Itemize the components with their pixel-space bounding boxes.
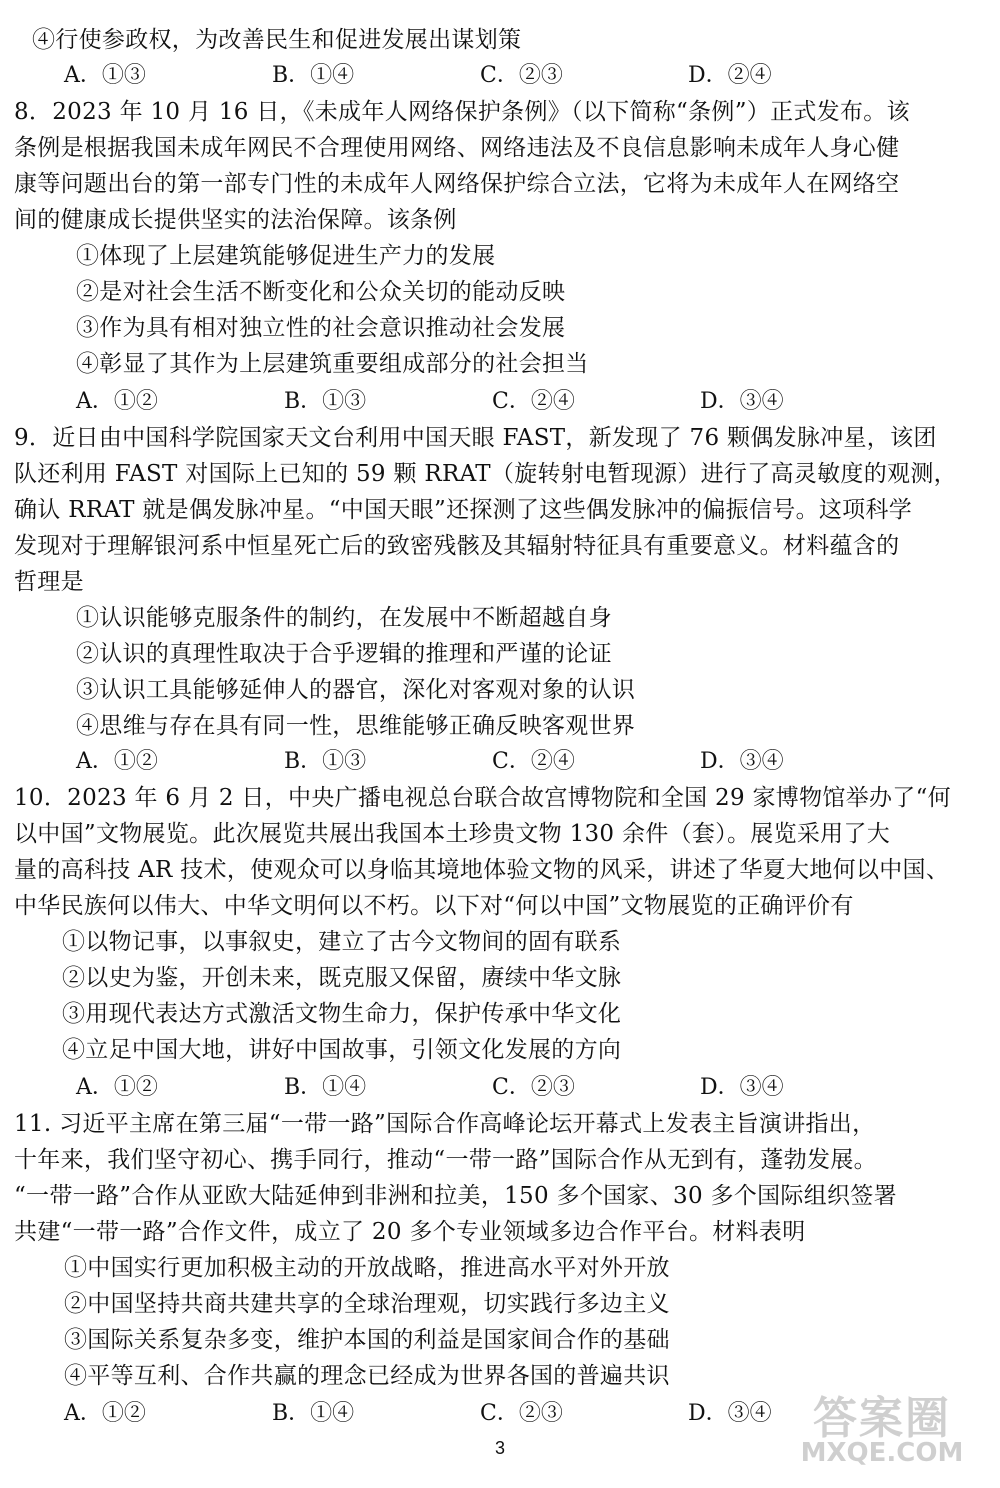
q7-option-4: ④行使参政权，为改善民生和促进发展出谋划策 [32,27,522,53]
q10-choice-b: B．①④ [284,1075,367,1100]
q8-choice-a: A．①② [76,389,158,414]
q11-choice-b: B．①④ [272,1401,355,1426]
q11-stem-line-3: “一带一路”合作从亚欧大陆延伸到非洲和拉美，150 多个国家、30 多个国际组织签署 [14,1183,897,1209]
q9-stem-line-1: 9．近日由中国科学院国家天文台利用中国天眼 FAST，新发现了 76 颗偶发脉冲星，该团 [14,425,937,451]
q9-choice-d: D．③④ [700,749,784,774]
q11-stem-line-1: 11. 习近平主席在第三届“一带一路”国际合作高峰论坛开幕式上发表主旨演讲指出， [14,1111,876,1137]
watermark-title: 答案圈 [813,1393,951,1444]
q10-choices [0,1070,1000,1106]
q11-choice-c: C．②③ [480,1401,563,1426]
q10-option-2: ②以史为鉴，开创未来，既克服又保留，赓续中华文脉 [62,965,622,991]
q7-choice-b: B．①④ [272,63,355,88]
q7-choice-a: A．①③ [64,63,146,88]
q8-option-2: ②是对社会生活不断变化和公众关切的能动反映 [76,279,566,305]
q10-choice-a: A．①② [76,1075,158,1100]
q9-choice-c: C．②④ [492,749,575,774]
q7-choices [0,58,1000,94]
q8-stem-line-4: 间的健康成长提供坚实的法治保障。该条例 [14,207,457,233]
q8-choices [0,384,1000,420]
q9-choices [0,744,1000,780]
watermark-url: MXQE.COM [800,1438,964,1468]
q10-option-3: ③用现代表达方式激活文物生命力，保护传承中华文化 [62,1001,622,1027]
q10-stem-line-2: 以中国”文物展览。此次展览共展出我国本土珍贵文物 130 余件（套）。展览采用了大 [14,821,891,847]
q11-option-4: ④平等互利、合作共赢的理念已经成为世界各国的普遍共识 [64,1363,670,1389]
q9-option-4: ④思维与存在具有同一性，思维能够正确反映客观世界 [76,713,636,739]
q7-choice-c: C．②③ [480,63,563,88]
page-number: 3 [494,1438,505,1458]
q8-stem-line-3: 康等问题出台的第一部专门性的未成年人网络保护综合立法，它将为未成年人在网络空 [14,171,900,197]
q9-choice-b: B．①③ [284,749,367,774]
q8-choice-d: D．③④ [700,389,784,414]
q10-stem-line-3: 量的高科技 AR 技术，使观众可以身临其境地体验文物的风采，讲述了华夏大地何以中国、 [14,857,950,883]
q8-option-1: ①体现了上层建筑能够促进生产力的发展 [76,243,496,269]
q9-option-3: ③认识工具能够延伸人的器官，深化对客观对象的认识 [76,677,636,703]
q11-stem-line-2: 十年来，我们坚守初心、携手同行，推动“一带一路”国际合作从无到有，蓬勃发展。 [14,1147,877,1173]
watermark-logo [782,1382,982,1474]
q8-stem-line-1: 8．2023 年 10 月 16 日，《未成年人网络保护条例》（以下简称“条例”）正式发布。该 [14,99,910,125]
q10-stem-line-4: 中华民族何以伟大、中华文明何以不朽。以下对“何以中国”文物展览的正确评价有 [14,893,854,919]
q10-option-1: ①以物记事，以事叙史，建立了古今文物间的固有联系 [62,929,622,955]
q11-stem-line-4: 共建“一带一路”合作文件，成立了 20 多个专业领域多边合作平台。材料表明 [14,1219,806,1245]
q8-option-4: ④彰显了其作为上层建筑重要组成部分的社会担当 [76,351,589,377]
q11-option-2: ②中国坚持共商共建共享的全球治理观，切实践行多边主义 [64,1291,670,1317]
q8-choice-b: B．①③ [284,389,367,414]
q11-choice-d: D．③④ [688,1401,772,1426]
q10-stem-line-1: 10．2023 年 6 月 2 日，中央广播电视总台联合故宫博物院和全国 29 家博物馆举办了“何 [14,785,951,811]
q8-stem-line-2: 条例是根据我国未成年网民不合理使用网络、网络违法及不良信息影响未成年人身心健 [14,135,900,161]
q9-choice-a: A．①② [76,749,158,774]
q9-stem-line-4: 发现对于理解银河系中恒星死亡后的致密残骸及其辐射特征具有重要意义。材料蕴含的 [14,533,900,559]
q9-option-2: ②认识的真理性取决于合乎逻辑的推理和严谨的论证 [76,641,612,667]
q9-stem-line-5: 哲理是 [14,569,84,595]
q9-stem-line-2: 队还利用 FAST 对国际上已知的 59 颗 RRAT（旋转射电暂现源）进行了高灵敏度的观测， [14,461,957,487]
q8-option-3: ③作为具有相对独立性的社会意识推动社会发展 [76,315,566,341]
q11-option-3: ③国际关系复杂多变，维护本国的利益是国家间合作的基础 [64,1327,670,1353]
q10-option-4: ④立足中国大地，讲好中国故事，引领文化发展的方向 [62,1037,622,1063]
q9-stem-line-3: 确认 RRAT 就是偶发脉冲星。“中国天眼”还探测了这些偶发脉冲的偏振信号。这项科学 [14,497,913,523]
q10-choice-d: D．③④ [700,1075,784,1100]
q7-choice-d: D．②④ [688,63,772,88]
q9-option-1: ①认识能够克服条件的制约，在发展中不断超越自身 [76,605,612,631]
q11-option-1: ①中国实行更加积极主动的开放战略，推进高水平对外开放 [64,1255,670,1281]
q8-choice-c: C．②④ [492,389,575,414]
q10-choice-c: C．②③ [492,1075,575,1100]
q11-choice-a: A．①② [64,1401,146,1426]
